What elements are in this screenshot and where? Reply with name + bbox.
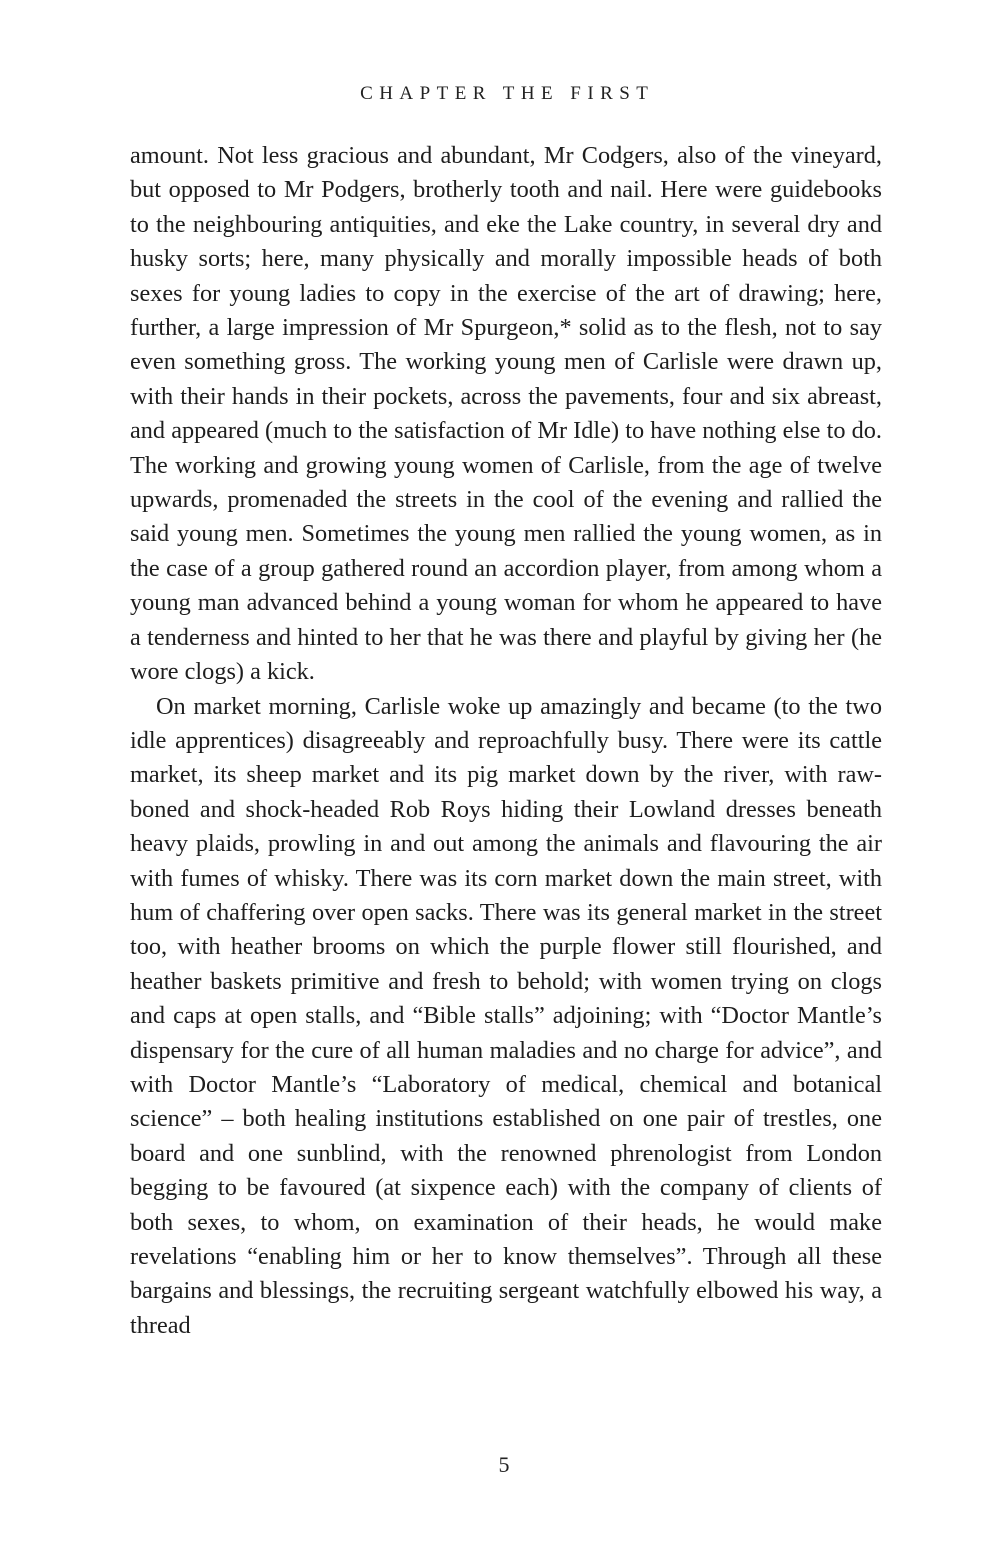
- paragraph: On market morning, Carlisle woke up amazingly and became (to the two idle apprentices) disagreeably and reproachfully busy. There were its cattle market, its sheep market and its pig market down by the river, with raw-boned and shock-headed Rob Roys hiding their Lowland dresses beneath heavy plaids, prowling in and out among the animals and flavouring the air with fumes of whisky. There was its corn market down the main street, with hum of chaffering over open sacks. There was its general market in the street too, with heather brooms on which the purple flower still flourished, and heather baskets primitive and fresh to behold; with women trying on clogs and caps at open stalls, and “Bible stalls” adjoining; with “Doctor Mantle’s dispensary for the cure of all human maladies and no charge for advice”, and with Doctor Mantle’s “Laboratory of medical, chemical and botanical science” – both healing institutions established on one pair of trestles, one board and one sunblind, with the renowned phrenologist from London begging to be favoured (at sixpence each) with the company of clients of both sexes, to whom, on examination of their heads, he would make revelations “enabling him or her to know themselves”. Through all these bargains and blessings, the recruiting sergeant watchfully elbowed his way, a thread: [130, 692, 882, 1339]
- paragraph: amount. Not less gracious and abundant, Mr Codgers, also of the vineyard, but opposed to Mr Podgers, brotherly tooth and nail. Here were guidebooks to the neighbouring antiquities, and eke the Lake country, in several dry and husky sorts; here, many physically and morally impossible heads of both sexes for young ladies to copy in the exercise of the art of drawing; here, further, a large impression of Mr Spurgeon,* solid as to the flesh, not to say even something gross. The working young men of Carlisle were drawn up, with their hands in their pockets, across the pavements, four and six abreast, and appeared (much to the satisfaction of Mr Idle) to have nothing else to do. The working and growing young women of Carlisle, from the age of twelve upwards, promenaded the streets in the cool of the evening and rallied the said young men. Sometimes the young men rallied the young women, as in the case of a group gathered round an accordion player, from among whom a young man advanced behind a young woman for whom he appeared to have a tenderness and hinted to her that he was there and playful by giving her (he wore clogs) a kick.: [130, 142, 882, 686]
- body-text: [130, 139, 882, 1343]
- chapter-heading: CHAPTER THE FIRST: [360, 83, 655, 104]
- page-number: 5: [498, 1452, 510, 1477]
